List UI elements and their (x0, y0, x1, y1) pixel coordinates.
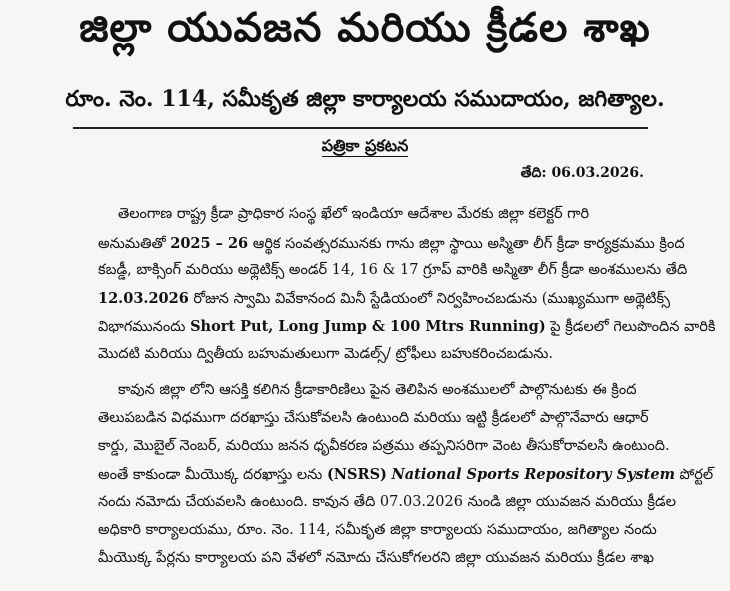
press-note-label: పత్రికా ప్రకటన (321, 136, 409, 155)
p2-line-4 (98, 466, 714, 487)
p1-line-5-c: పై క్రీడలలో గెలుపొందిన వారికి (550, 319, 716, 335)
department-title: జిల్లా యువజన మరియు క్రీడల శాఖ (79, 4, 651, 51)
p2-line-6: అధికారి కార్యాలయము, రూం. నెం. 114, సమీకృత జిల్లా కార్యాలయ సముదాయం, జగిత్యాల నందు (98, 522, 657, 538)
p1-line-5-a: విభాగమునందు (98, 319, 186, 335)
p1-line-3: కబడ్డీ, బాక్సింగ్ మరియు అథ్లెటిక్స్ అండర్ 14, 16 & 17 గ్రూప్ వారికి అస్మితా లీగ్ క్రీడా అంశములను తేది (98, 262, 688, 278)
p1-line-1: తెలంగాణ రాష్ట్ర క్రీడా ప్రాధికార సంస్థ ఖేలో ఇండియా ఆదేశాల మేరకు జిల్లా కలెక్టర్ గారి (118, 206, 590, 222)
p2-line-1: కావున జిల్లా లోని ఆసక్తి కలిగిన క్రీడాకారిణిలు పైన తెలిపిన అంశములలో పాల్గొనుటకు ఈ క్రింద (118, 382, 637, 398)
press-note-heading (0, 136, 730, 159)
header-divider (73, 127, 648, 129)
p1-line-4 (98, 290, 670, 311)
p2-line-2: తెలుపబడిన విధముగా దరఖాస్తు చేసుకోవలసి ఉంటుంది మరియు ఇట్టి క్రీడలలో పాల్గొనేవారు ఆధార్ (98, 410, 649, 426)
p1-line-2-a: అనుమతితో (98, 236, 166, 252)
p2-line-5: నందు నమోదు చేయవలసి ఉంటుంది. కావున తేది 07.03.2026 నుండి జిల్లా యువజన మరియు క్రీడల (98, 494, 676, 510)
fiscal-year: 2025 – 26 (170, 235, 249, 252)
p1-line-6: మొదటి మరియు ద్వితీయ బహుమతులుగా మెడల్స్/ ట్రోఫీలు బహుకరించబడును. (98, 346, 554, 362)
events-list: Short Put, Long Jump & 100 Mtrs Running) (190, 318, 546, 335)
p2-line-7: మీయొక్క పేర్లను కార్యాలయ పని వేళలో నమోదు చేసుకోగలరని జిల్లా యువజన మరియు క్రీడల శాఖ (98, 550, 654, 566)
release-date: తేది: 06.03.2026. (520, 165, 644, 181)
p1-line-4-b: రోజున స్వామి వివేకానంద మినీ స్టేడియంలో నిర్వహించబడును (ముఖ్యముగా అథ్లెటిక్స్ (193, 291, 670, 307)
p2-line-4-a: అంతే కాకుండా మీయొక్క దరఖాస్తు లను (98, 467, 323, 483)
p1-line-5 (98, 318, 716, 339)
event-date: 12.03.2026 (98, 290, 189, 307)
office-address: రూం. నెం. 114, సమీకృత జిల్లా కార్యాలయ సముదాయం, జగిత్యాల. (65, 86, 665, 112)
nsrs-full-name: National Sports Repository System (391, 466, 675, 483)
p1-line-2-c: ఆర్థిక సంవత్సరమునకు గాను జిల్లా స్థాయి అస్మితా లీగ్ క్రీడా కార్యక్రమము క్రింద (252, 236, 685, 252)
p1-line-2 (98, 235, 685, 256)
p2-line-3: కార్డు, మొబైల్ నెంబర్, మరియు జనన ధృవీకరణ పత్రము తప్పనిసరిగా వెంట తీసుకోరావలసి ఉంటుంది. (98, 438, 670, 454)
p2-line-4-d: పోర్టల్ (679, 467, 714, 483)
nsrs-abbrev: (NSRS) (326, 466, 387, 483)
